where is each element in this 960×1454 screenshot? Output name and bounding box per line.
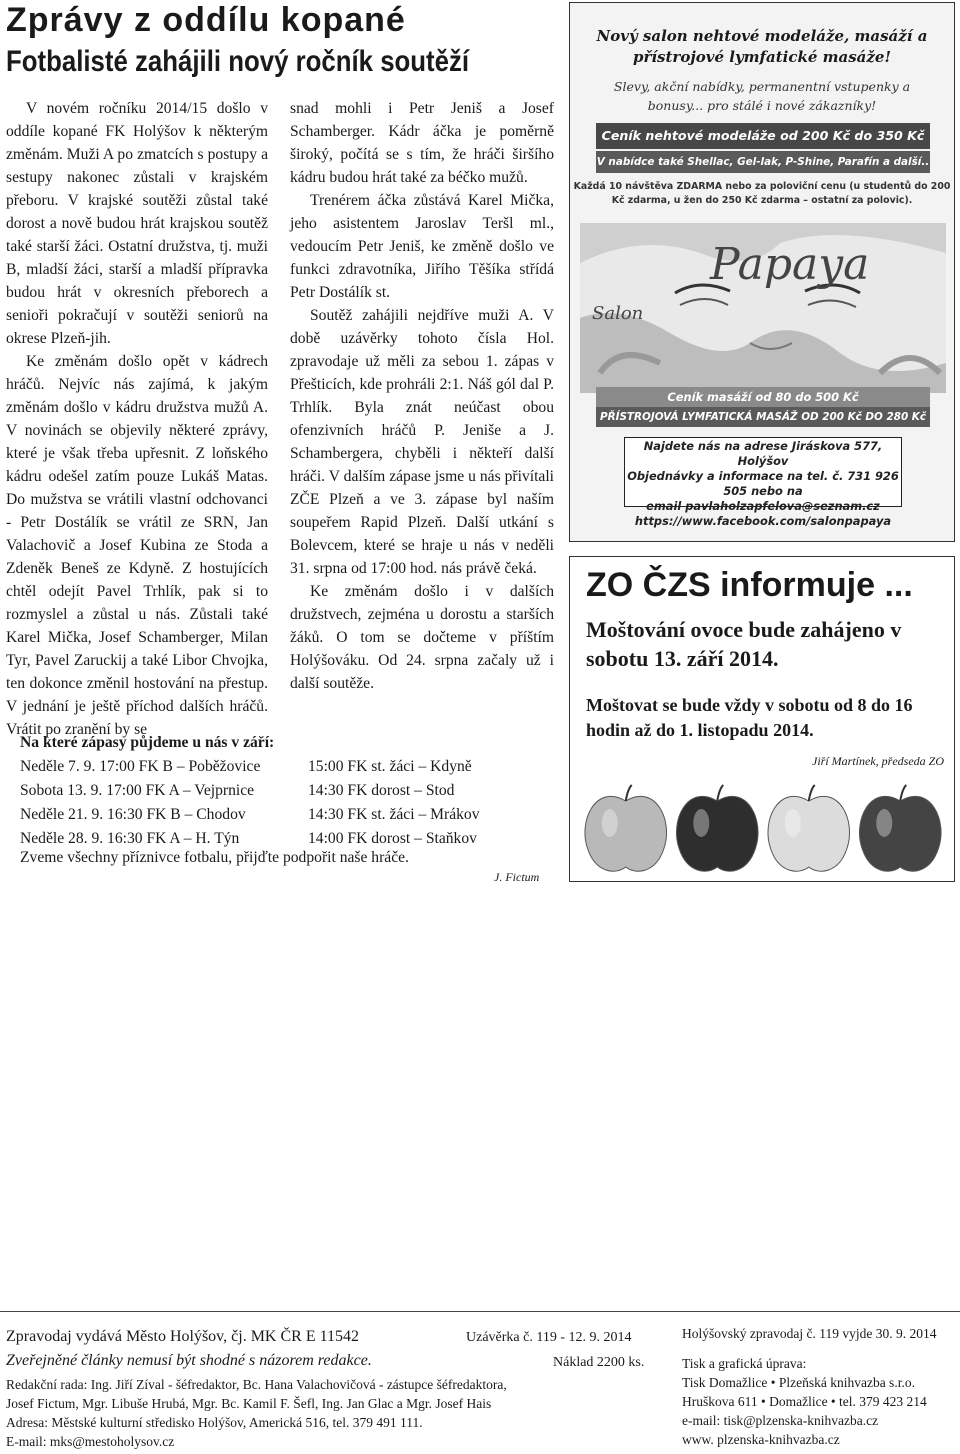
apple-icon xyxy=(859,785,941,871)
match-schedule-heading: Na které zápasy půjdeme u nás v září: xyxy=(20,734,275,751)
apple-icon xyxy=(768,785,850,871)
article-paragraph: Ke změnám došlo i v dalších družstvech, zejména u dorostu a starších žáků. O tom se dočteme v příštím Holýšováku. Od 24. srpna začaly už i další soutěže. xyxy=(290,583,554,692)
zo-czs-notice xyxy=(569,556,955,882)
ad-brand-sub: Salon xyxy=(592,303,644,324)
footer-circulation: Náklad 2200 ks. xyxy=(553,1355,645,1370)
footer-print: Tisk a grafická úprava: xyxy=(682,1356,807,1371)
match-right: 14:30 FK dorost – Stod xyxy=(308,782,455,799)
ad-promo: bonusy... pro stálé i nové zákazníky! xyxy=(647,98,877,113)
footer-print-web: www. plzenska-knihvazba.cz xyxy=(682,1432,840,1447)
ad-discount: Každá 10 návštěva ZDARMA nebo za poloviční cenu (u studentů do 200 xyxy=(573,181,951,192)
article-author: J. Fictum xyxy=(494,870,540,884)
ad-offer: V nabídce také Shellac, Gel-lak, P-Shine, Parafín a další.. xyxy=(596,151,930,173)
ad-headline: Nový salon nehtové modeláže, masáží a xyxy=(596,27,928,45)
ad-brand: Papaya xyxy=(710,239,870,290)
ad-contact-line: https://www.facebook.com/salonpapaya xyxy=(634,514,892,528)
article-title: Fotbalisté zahájili nový ročník soutěží xyxy=(6,45,470,78)
match-left: Neděle 21. 9. 16:30 FK B – Chodov xyxy=(20,806,246,823)
footer-disclaimer: Zveřejněné články nemusí být shodné s názorem redakce. xyxy=(6,1352,372,1369)
zo-signature: Jiří Martínek, předseda ZO xyxy=(812,754,944,768)
ad-contact-line: Objednávky a informace na tel. č. 731 926 505 nebo na xyxy=(627,469,899,498)
match-right: 14:30 FK st. žáci – Mrákov xyxy=(308,806,480,823)
ad-discount: Kč zdarma, u žen do 250 Kč zdarma – ostatní za polovic). xyxy=(611,195,913,206)
ad-promo: Slevy, akční nabídky, permanentní vstupenky a xyxy=(613,79,911,94)
apple-icon xyxy=(676,785,758,871)
article-paragraph: V novém ročníku 2014/15 došlo v oddíle kopané FK Holýšov k některým změnám. Muži A po zmatcích s postupy a sestupy nakonec zůstali v krajském přeboru. V krajské soutěži zůstal také dorost a nově budou hrát krajskou soutěž také starší žáci. Ostatní družstva, tj. muži B, mladší žáci, starší a mladší přípravka budou hrát v okresních přeborech a senioři pokračují v soutěži seniorů na okrese Plzeň-jih. xyxy=(6,100,268,347)
ad-contact-line: email pavlaholzapfelova@seznam.cz xyxy=(646,499,880,513)
footer-board: Redakční rada: Ing. Jiří Zíval - šéfredaktor, Bc. Hana Valachovičová - zástupce šéfredaktora, xyxy=(6,1377,507,1392)
footer-issue: Holýšovský zpravodaj č. 119 vyjde 30. 9. 2014 xyxy=(682,1326,937,1341)
article-paragraph: Trenérem áčka zůstává Karel Mička, jeho asistentem Jaroslav Teršl ml., vedoucím Petr Jeniš, ke změně došlo ve funkci zdravotníka, Jiřího Těšíka střídá Petr Dostálík st. xyxy=(290,192,554,301)
footer-email: E-mail: mks@mestoholysov.cz xyxy=(6,1434,175,1449)
zo-text: Moštovat se bude vždy v sobotu od 8 do 16 hodin až do 1. listopadu 2014. xyxy=(586,695,913,740)
footer-board: Josef Fictum, Mgr. Libuše Hrubá, Mgr. Bc. Kamil F. Šefl, Ing. Jan Glac a Mgr. Josef Hais xyxy=(6,1396,492,1411)
footer-print: Tisk Domažlice • Plzeňská knihvazba s.r.o. xyxy=(682,1375,915,1390)
ad-price-massage: Ceník masáží od 80 do 500 Kč xyxy=(596,387,930,407)
ad-price-nails: Ceník nehtové modeláže od 200 Kč do 350 Kč xyxy=(596,123,930,149)
match-left: Sobota 13. 9. 17:00 FK A – Vejprnice xyxy=(20,782,255,799)
match-left: Neděle 28. 9. 16:30 FK A – H. Týn xyxy=(20,830,240,847)
article-paragraph: Ke změnám došlo opět v kádrech hráčů. Nejvíc nás zajímá, k jakým změnám došlo v kádru družstva mužů A. V novinách se objevily některé zprávy, které je však třeba upřesnit. Z loňského kádru odešel zatím pouze Lukáš Matas. Do mužstva se vrátili vlastní odchovanci - Petr Dostálík se vrátil ze SRN, Jan Valachovič a Josef Kubina ze Stoda a Zdeněk Beneš ze Kdyně. Z hostujících chtěl odejít Pavel Trhlík, pak si to rozmyslel a zůstal u nás. Zůstali také Karel Mička, Josef Schamberger, Milan Tyr, Pavel Zaruckij a také Libor Chvojka, ten dokonce změnil hostování na přestup. V jednání je ještě příchod dalších hráčů. Vrátit po zranění by se xyxy=(6,353,268,738)
footer-publisher: Zpravodaj vydává Město Holýšov, čj. MK ČR E 11542 xyxy=(6,1328,359,1345)
match-row xyxy=(20,779,560,803)
zo-title: ZO ČZS informuje ... xyxy=(586,566,913,604)
footer-deadline: Uzávěrka č. 119 - 12. 9. 2014 xyxy=(466,1330,632,1345)
article-paragraph: snad mohli i Petr Jeniš a Josef Schamberger. Kádr áčka je poměrně široký, počítá se s tím, že hráči širšího kádru budou hrát také za béčko mužů. xyxy=(290,100,554,186)
ad-contact-line: Najdete nás na adrese Jiráskova 577, Holýšov xyxy=(643,439,883,468)
article-column-middle xyxy=(290,97,554,695)
article-paragraph: Soutěž zahájili nejdříve muži A. V době uzávěrky tohoto čísla Hol. zpravodaje už měli za sebou 1. zápas v Přešticích, kde prohráli 2:1. Náš gól dal P. Trhlík. Byla znát neúčast obou ofenzivních hráčů P. Jeniše a J. Schambergera, chyběli i někteří další hráči. V dalším zápase jsme u nás přivítali ZČE Plzeň a ve 3. zápase byl naším soupeřem Rapid Plzeň. Další utkání s Bolevcem, které se hraje u nás v neděli 31. srpna od 17:00 hod. nás právě čeká. xyxy=(290,307,554,577)
match-right: 14:00 FK dorost – Staňkov xyxy=(308,830,477,847)
ad-price-lymph: PŘÍSTROJOVÁ LYMFATICKÁ MASÁŽ OD 200 Kč DO 280 Kč xyxy=(596,407,930,427)
section-title: Zprávy z oddílu kopané xyxy=(6,1,406,39)
apple-icon xyxy=(585,785,667,871)
match-row xyxy=(20,755,560,779)
ad-contact-box xyxy=(624,437,902,528)
salon-advertisement xyxy=(569,2,955,542)
zo-subtitle: Moštování ovoce bude zahájeno v sobotu 13. září 2014. xyxy=(586,617,902,671)
invitation-text: Zveme všechny příznivce fotbalu, přijďte podpořit naše hráče. xyxy=(20,849,409,866)
match-left: Neděle 7. 9. 17:00 FK B – Poběžovice xyxy=(20,758,261,775)
ad-headline: přístrojové lymfatické masáže! xyxy=(632,48,892,66)
match-row xyxy=(20,803,560,827)
footer-address: Adresa: Městské kulturní středisko Holýšov, Americká 516, tel. 379 491 111. xyxy=(6,1415,423,1430)
article-column-left xyxy=(6,97,268,741)
match-right: 15:00 FK st. žáci – Kdyně xyxy=(308,758,472,775)
footer-print-email: e-mail: tisk@plzenska-knihvazba.cz xyxy=(682,1413,879,1428)
footer-divider xyxy=(0,1311,960,1312)
apples-illustration xyxy=(580,775,946,877)
match-schedule xyxy=(20,731,560,851)
footer-print: Hruškova 611 • Domažlice • tel. 379 423 214 xyxy=(682,1394,927,1409)
